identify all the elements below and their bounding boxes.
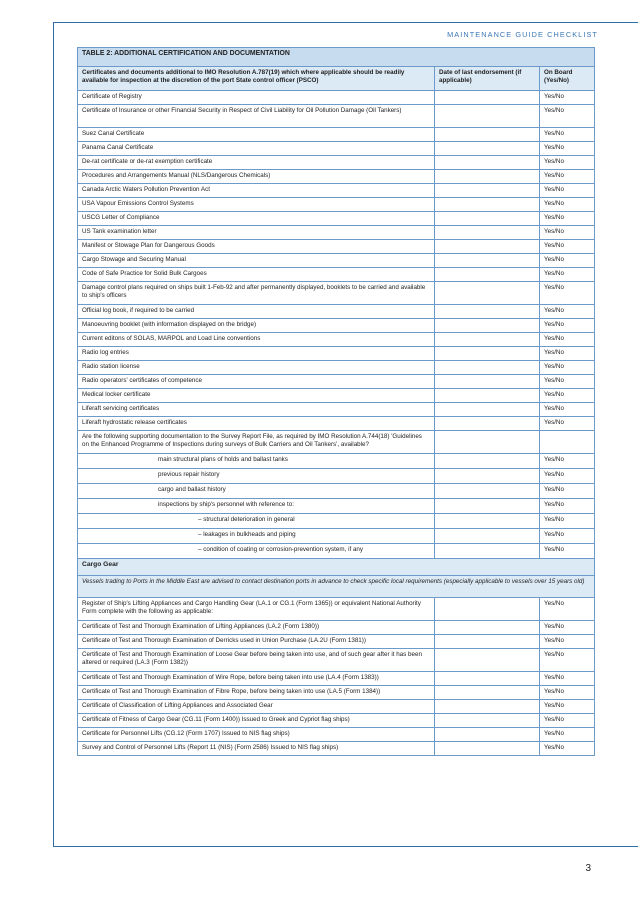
table-row — [78, 91, 595, 105]
endorsement-date-cell — [435, 91, 540, 105]
endorsement-date-cell — [435, 621, 540, 635]
endorsement-date-cell — [435, 514, 540, 529]
table-row — [78, 417, 595, 431]
document-name: Survey and Control of Personnel Lifts (Report 11 (NIS) (Form 2586) Issued to NIS flag ships) — [78, 742, 435, 756]
document-name: Panama Canal Certificate — [78, 142, 435, 156]
document-name: Certificate of Test and Thorough Examination of Loose Gear before being taken into use, and of such gear after it has been altered or required (LA.3 (Form 1382)) — [78, 649, 435, 672]
document-name: Radio station license — [78, 361, 435, 375]
bottom-rule — [53, 846, 638, 847]
on-board-cell: Yes/No — [540, 469, 595, 484]
on-board-cell: Yes/No — [540, 700, 595, 714]
on-board-cell: Yes/No — [540, 170, 595, 184]
endorsement-date-cell — [435, 484, 540, 499]
on-board-cell: Yes/No — [540, 403, 595, 417]
on-board-cell: Yes/No — [540, 714, 595, 728]
on-board-cell: Yes/No — [540, 544, 595, 559]
endorsement-date-cell — [435, 184, 540, 198]
supporting-item: – condition of coating or corrosion-prevention system, if any — [78, 544, 435, 559]
on-board-cell: Yes/No — [540, 454, 595, 469]
cargo-gear-heading-row — [78, 559, 595, 576]
table-row — [78, 375, 595, 389]
endorsement-date-cell — [435, 240, 540, 254]
endorsement-date-cell — [435, 128, 540, 142]
document-name: Current editons of SOLAS, MARPOL and Load Line conventions — [78, 333, 435, 347]
on-board-cell: Yes/No — [540, 649, 595, 672]
on-board-cell: Yes/No — [540, 514, 595, 529]
document-name: Register of Ship's Lifting Appliances and Cargo Handling Gear (LA.1 or CG.1 (Form 1365)) or equivalent National Authority Form complete with the following as applicable: — [78, 598, 435, 621]
on-board-cell: Yes/No — [540, 226, 595, 240]
cargo-gear-note: Vessels trading to Ports in the Middle East are advised to contact destination ports in advance to check specific local requirements (especially applicable to vessels over 15 years old) — [78, 576, 595, 598]
document-name: Radio operators' certificates of competence — [78, 375, 435, 389]
document-name: Certificate of Insurance or other Financial Security in Respect of Civil Liability for Oil Pollution Damage (Oil Tankers) — [78, 105, 435, 128]
document-name: Procedures and Arrangements Manual (NLS/Dangerous Chemicals) — [78, 170, 435, 184]
endorsement-date-cell — [435, 700, 540, 714]
supporting-item: – structural deterioration in general — [78, 514, 435, 529]
document-name: Certificate for Personnel Lifts (CG.12 (Form 1707) Issued to NIS flag ships) — [78, 728, 435, 742]
supporting-item-row — [78, 469, 595, 484]
endorsement-date-cell — [435, 282, 540, 305]
document-name: USCG Letter of Compliance — [78, 212, 435, 226]
table-row — [78, 649, 595, 672]
on-board-cell: Yes/No — [540, 198, 595, 212]
document-name: US Tank examination letter — [78, 226, 435, 240]
endorsement-date-cell — [435, 375, 540, 389]
document-name: Manoeuvring booklet (with information displayed on the bridge) — [78, 319, 435, 333]
table-row — [78, 333, 595, 347]
header-documents: Certificates and documents additional to IMO Resolution A.787(19) which where applicable should be readily available for inspection at the discretion of the port State control officer (PSCO) — [78, 67, 435, 91]
table-row — [78, 282, 595, 305]
on-board-cell: Yes/No — [540, 389, 595, 403]
endorsement-date-cell — [435, 499, 540, 514]
endorsement-date-cell — [435, 686, 540, 700]
supporting-item: main structural plans of holds and ballast tanks — [78, 454, 435, 469]
supporting-item-row — [78, 529, 595, 544]
on-board-cell: Yes/No — [540, 728, 595, 742]
on-board-cell: Yes/No — [540, 156, 595, 170]
endorsement-date-cell — [435, 333, 540, 347]
document-name: Radio log entries — [78, 347, 435, 361]
table-row — [78, 700, 595, 714]
on-board-cell: Yes/No — [540, 484, 595, 499]
cargo-gear-note-row — [78, 576, 595, 598]
table-row — [78, 254, 595, 268]
document-name: Certificate of Registry — [78, 91, 435, 105]
table-row — [78, 240, 595, 254]
on-board-cell: Yes/No — [540, 268, 595, 282]
supporting-item-row — [78, 499, 595, 514]
document-name: Certificate of Test and Thorough Examination of Fibre Rope, before being taken into use (LA.5 (Form 1384)) — [78, 686, 435, 700]
table-row — [78, 742, 595, 756]
on-board-cell: Yes/No — [540, 361, 595, 375]
on-board-cell: Yes/No — [540, 319, 595, 333]
on-board-cell: Yes/No — [540, 672, 595, 686]
on-board-cell: Yes/No — [540, 142, 595, 156]
endorsement-date-cell — [435, 198, 540, 212]
table-body — [78, 48, 595, 756]
endorsement-date-cell — [435, 347, 540, 361]
endorsement-date-cell — [435, 454, 540, 469]
document-name: Code of Safe Practice for Solid Bulk Cargoes — [78, 268, 435, 282]
table-row — [78, 728, 595, 742]
table-row — [78, 672, 595, 686]
endorsement-date-cell — [435, 469, 540, 484]
endorsement-date-cell — [435, 431, 540, 454]
document-name: Liferaft servicing certificates — [78, 403, 435, 417]
document-name: Medical locker certificate — [78, 389, 435, 403]
header-date-endorsement: Date of last endorsement (if applicable) — [435, 67, 540, 91]
header-on-board: On Board (Yes/No) — [540, 67, 595, 91]
on-board-cell: Yes/No — [540, 635, 595, 649]
endorsement-date-cell — [435, 417, 540, 431]
endorsement-date-cell — [435, 319, 540, 333]
table-row — [78, 319, 595, 333]
table-row — [78, 305, 595, 319]
table-row — [78, 142, 595, 156]
endorsement-date-cell — [435, 212, 540, 226]
supporting-item: previous repair history — [78, 469, 435, 484]
table-row — [78, 268, 595, 282]
on-board-cell: Yes/No — [540, 184, 595, 198]
endorsement-date-cell — [435, 105, 540, 128]
on-board-cell: Yes/No — [540, 347, 595, 361]
on-board-cell: Yes/No — [540, 417, 595, 431]
on-board-cell: Yes/No — [540, 529, 595, 544]
endorsement-date-cell — [435, 742, 540, 756]
endorsement-date-cell — [435, 389, 540, 403]
document-name: De-rat certificate or de-rat exemption certificate — [78, 156, 435, 170]
document-name: Official log book, if required to be carried — [78, 305, 435, 319]
endorsement-date-cell — [435, 672, 540, 686]
table-row — [78, 635, 595, 649]
table-row — [78, 389, 595, 403]
table-row — [78, 714, 595, 728]
running-head: MAINTENANCE GUIDE CHECKLIST — [447, 30, 598, 39]
on-board-cell: Yes/No — [540, 240, 595, 254]
on-board-cell: Yes/No — [540, 254, 595, 268]
endorsement-date-cell — [435, 544, 540, 559]
endorsement-date-cell — [435, 361, 540, 375]
table-row — [78, 198, 595, 212]
document-name: Damage control plans required on ships built 1-Feb-92 and after permanently displayed, booklets to be carried and available to ship's officers — [78, 282, 435, 305]
table-row — [78, 598, 595, 621]
supporting-item-row — [78, 454, 595, 469]
endorsement-date-cell — [435, 714, 540, 728]
on-board-cell: Yes/No — [540, 621, 595, 635]
on-board-cell: Yes/No — [540, 598, 595, 621]
supporting-item: cargo and ballast history — [78, 484, 435, 499]
document-name: Certificate of Fitness of Cargo Gear (CG.11 (Form 1400)) Issued to Greek and Cypriot flag ships) — [78, 714, 435, 728]
table-row — [78, 156, 595, 170]
table-row — [78, 184, 595, 198]
document-name: Certificate of Test and Thorough Examination of Wire Rope, before being taken into use (LA.4 (Form 1383)) — [78, 672, 435, 686]
supporting-item: – leakages in bulkheads and piping — [78, 529, 435, 544]
supporting-item-row — [78, 544, 595, 559]
endorsement-date-cell — [435, 268, 540, 282]
document-name: Certificate of Test and Thorough Examination of Lifting Appliances (LA.2 (Form 1380)) — [78, 621, 435, 635]
table-header-row — [78, 67, 595, 91]
endorsement-date-cell — [435, 156, 540, 170]
document-name: Suez Canal Certificate — [78, 128, 435, 142]
table-row — [78, 686, 595, 700]
on-board-cell: Yes/No — [540, 91, 595, 105]
supporting-docs-intro-row — [78, 431, 595, 454]
supporting-docs-intro: Are the following supporting documentation to the Survey Report File, as required by IMO Resolution A.744(18) 'Guidelines on the Enhanced Programme of Inspections during surveys of Bulk Carriers and Oil Tankers', available? — [78, 431, 435, 454]
endorsement-date-cell — [435, 598, 540, 621]
page-number: 3 — [585, 863, 591, 874]
on-board-cell: Yes/No — [540, 282, 595, 305]
endorsement-date-cell — [435, 142, 540, 156]
document-name: USA Vapour Emissions Control Systems — [78, 198, 435, 212]
document-name: Liferaft hydrostatic release certificates — [78, 417, 435, 431]
on-board-cell: Yes/No — [540, 105, 595, 128]
table-row — [78, 128, 595, 142]
on-board-cell: Yes/No — [540, 333, 595, 347]
endorsement-date-cell — [435, 226, 540, 240]
on-board-cell: Yes/No — [540, 375, 595, 389]
on-board-cell: Yes/No — [540, 686, 595, 700]
document-name: Manifest or Stowage Plan for Dangerous Goods — [78, 240, 435, 254]
on-board-cell: Yes/No — [540, 212, 595, 226]
endorsement-date-cell — [435, 254, 540, 268]
endorsement-date-cell — [435, 728, 540, 742]
table-row — [78, 361, 595, 375]
endorsement-date-cell — [435, 403, 540, 417]
on-board-cell — [540, 431, 595, 454]
table-row — [78, 403, 595, 417]
table-title: TABLE 2: ADDITIONAL CERTIFICATION AND DOCUMENTATION — [78, 48, 595, 67]
table-row — [78, 170, 595, 184]
endorsement-date-cell — [435, 170, 540, 184]
table-row — [78, 105, 595, 128]
endorsement-date-cell — [435, 529, 540, 544]
table-title-row — [78, 48, 595, 67]
table-row — [78, 347, 595, 361]
document-name: Canada Arctic Waters Pollution Prevention Act — [78, 184, 435, 198]
certification-table — [77, 47, 595, 756]
endorsement-date-cell — [435, 305, 540, 319]
supporting-item-row — [78, 484, 595, 499]
on-board-cell: Yes/No — [540, 128, 595, 142]
on-board-cell: Yes/No — [540, 499, 595, 514]
table-row — [78, 226, 595, 240]
endorsement-date-cell — [435, 635, 540, 649]
supporting-item-row — [78, 514, 595, 529]
on-board-cell: Yes/No — [540, 742, 595, 756]
cargo-gear-heading: Cargo Gear — [78, 559, 595, 576]
document-name: Certificate of Classification of Lifting Appliances and Associated Gear — [78, 700, 435, 714]
table-row — [78, 621, 595, 635]
table-row — [78, 212, 595, 226]
endorsement-date-cell — [435, 649, 540, 672]
supporting-item: inspections by ship's personnel with reference to: — [78, 499, 435, 514]
document-name: Cargo Stowage and Securing Manual — [78, 254, 435, 268]
on-board-cell: Yes/No — [540, 305, 595, 319]
document-name: Certificate of Test and Thorough Examination of Derricks used in Union Purchase (LA.2U (Form 1381)) — [78, 635, 435, 649]
